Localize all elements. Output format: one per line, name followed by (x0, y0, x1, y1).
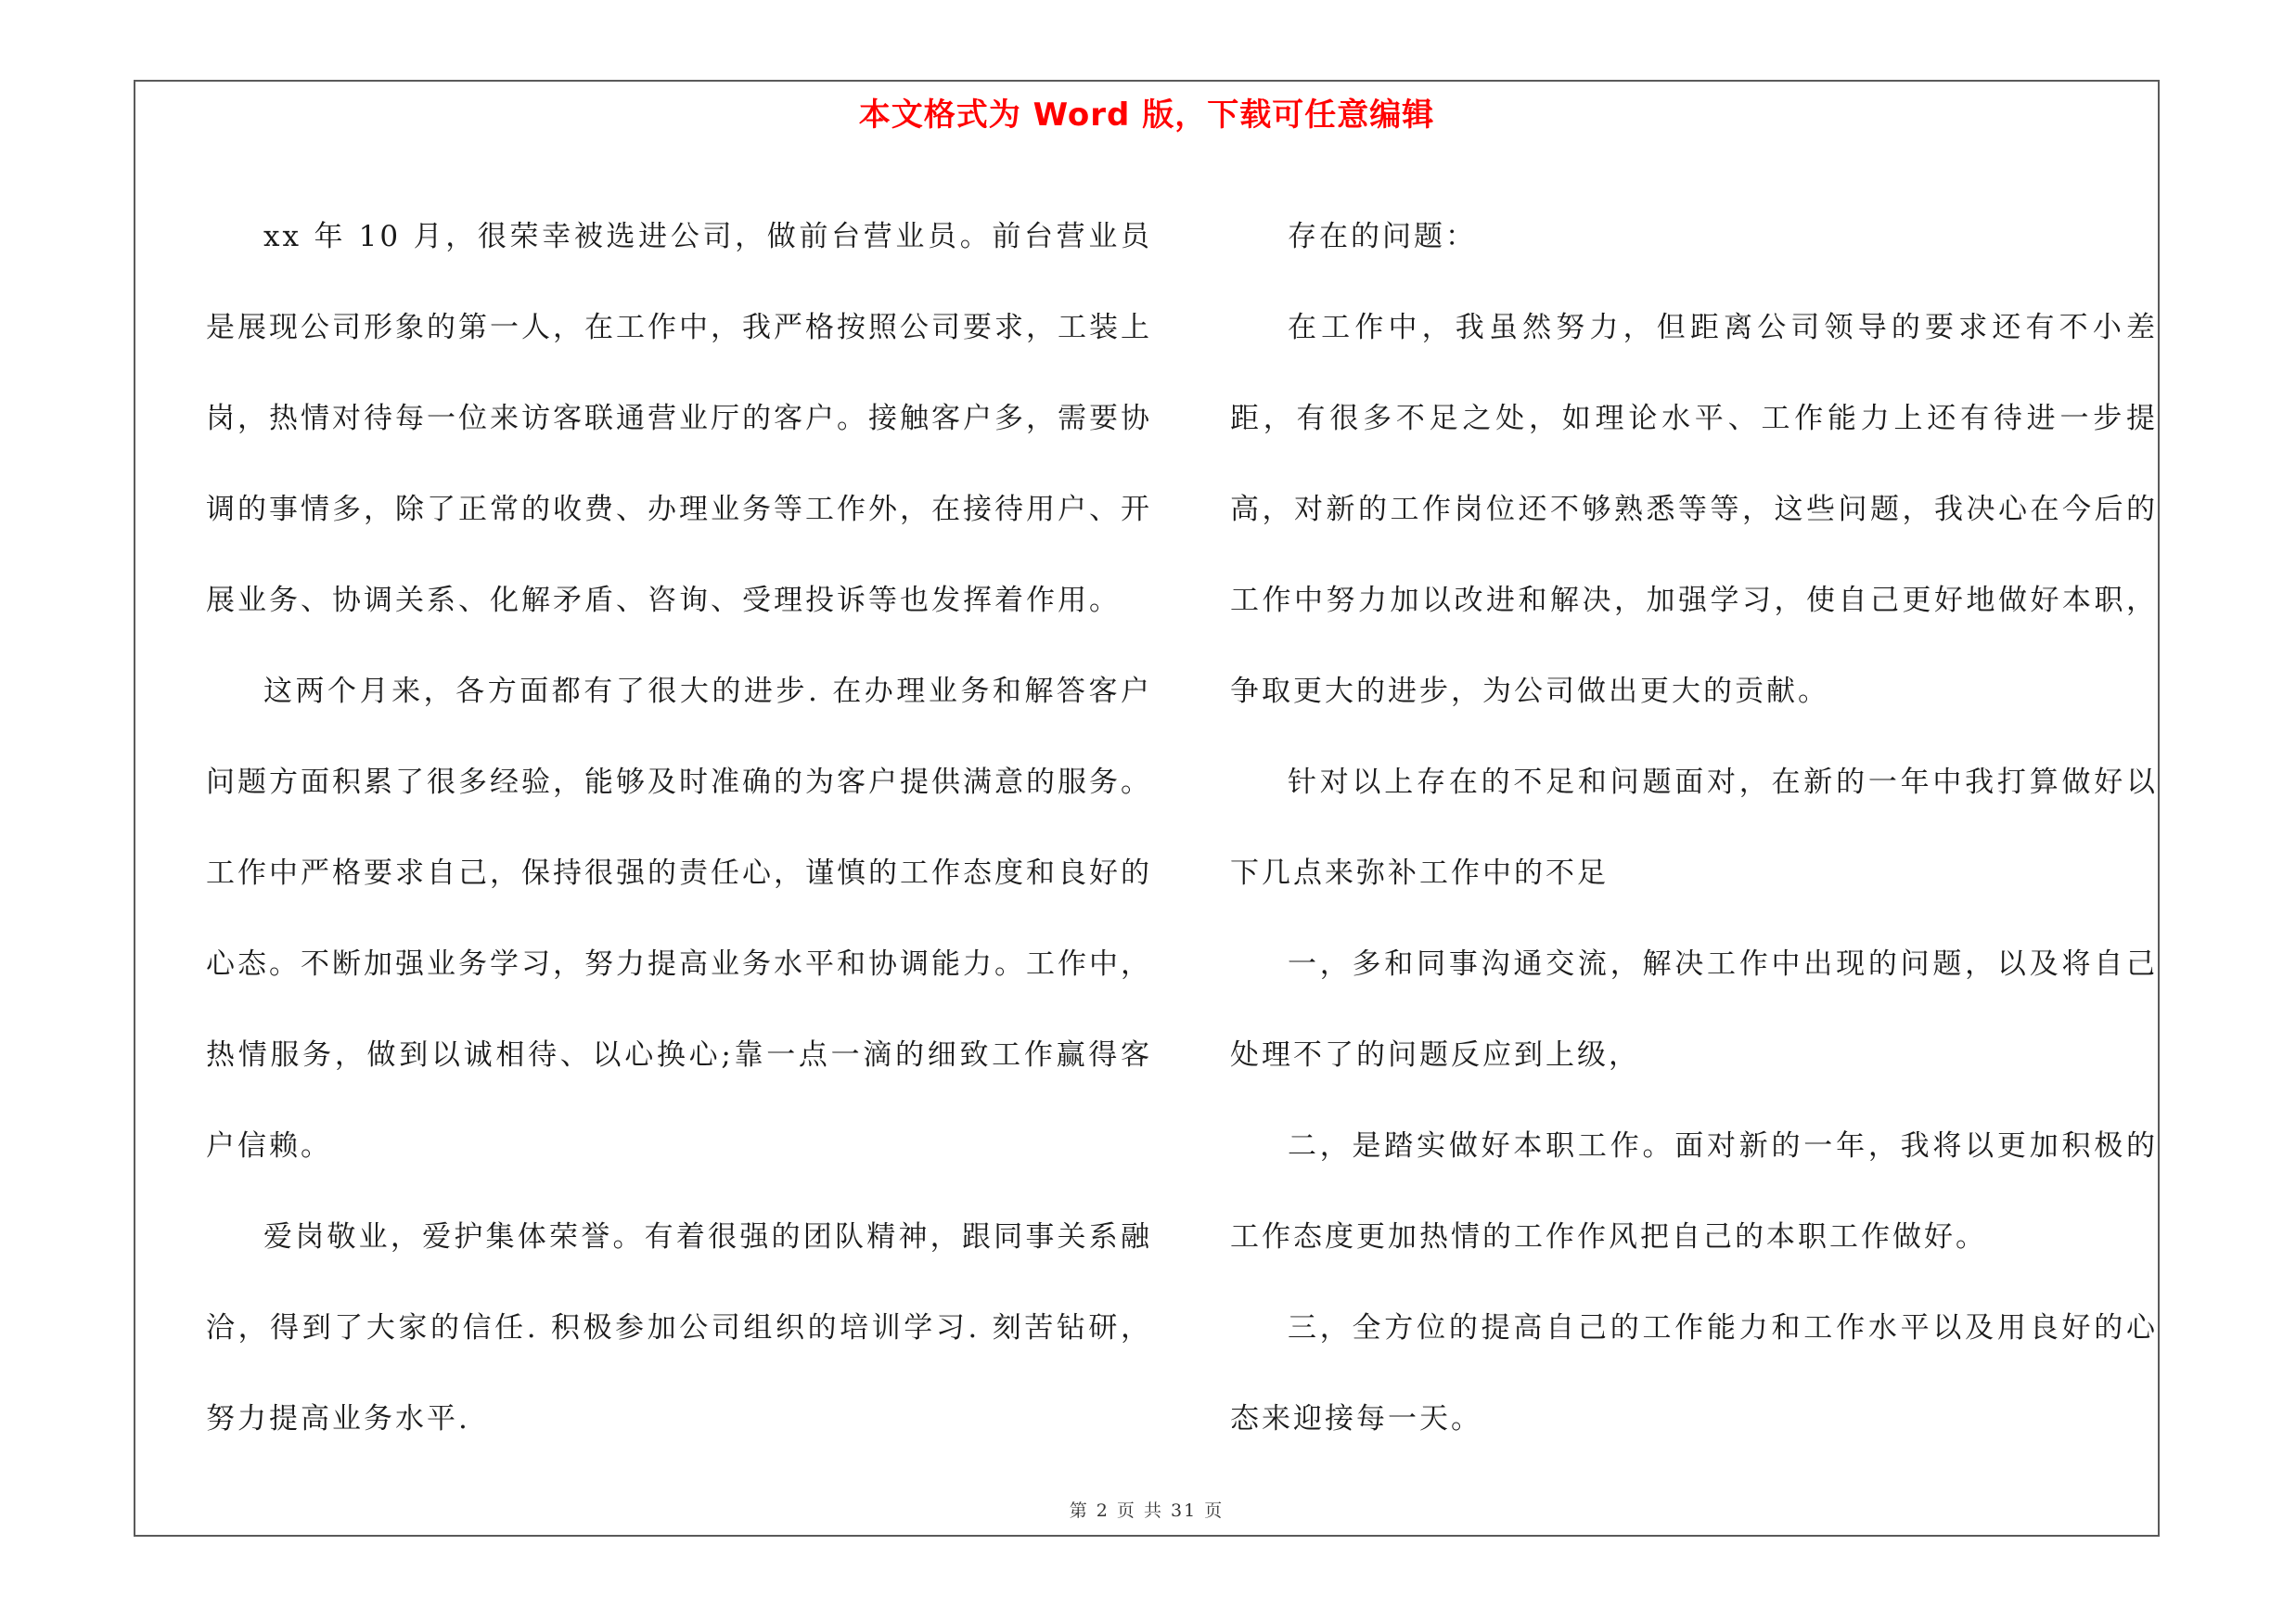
page-number: 第 2 页 共 31 页 (1069, 1501, 1225, 1521)
right-column (1230, 191, 2158, 1464)
paragraph: 爱岗敬业，爱护集体荣誉。有着很强的团队精神，跟同事关系融洽，得到了大家的信任. 积极参加公司组织的培训学习. 刻苦钻研，努力提高业务水平. (206, 1220, 1152, 1436)
paragraph: 在工作中，我虽然努力，但距离公司领导的要求还有不小差距，有很多不足之处，如理论水平、工作能力上还有待进一步提高，对新的工作岗位还不够熟悉等等，这些问题，我决心在今后的工作中努力加以改进和解决，加强学习，使自己更好地做好本职，争取更大的进步，为公司做出更大的贡献。 (1230, 311, 2158, 708)
paragraph: 一，多和同事沟通交流，解决工作中出现的问题，以及将自己处理不了的问题反应到上级， (1230, 947, 2158, 1072)
paragraph: xx 年 10 月，很荣幸被选进公司，做前台营业员。前台营业员是展现公司形象的第一人，在工作中，我严格按照公司要求，工装上岗，热情对待每一位来访客联通营业厅的客户。接触客户多，需要协调的事情多，除了正常的收费、办理业务等工作外，在接待用户、开展业务、协调关系、化解矛盾、咨询、受理投诉等也发挥着作用。 (206, 220, 1152, 617)
paragraph: 二，是踏实做好本职工作。面对新的一年，我将以更加积极的工作态度更加热情的工作作风把自己的本职工作做好。 (1230, 1129, 2158, 1254)
paragraph: 三，全方位的提高自己的工作能力和工作水平以及用良好的心态来迎接每一天。 (1230, 1311, 2158, 1436)
word-format-notice: 本文格式为 Word 版，下载可任意编辑 (858, 97, 1435, 134)
paragraph: 这两个月来，各方面都有了很大的进步. 在办理业务和解答客户问题方面积累了很多经验，能够及时准确的为客户提供满意的服务。工作中严格要求自己，保持很强的责任心，谨慎的工作态度和良好的心态。不断加强业务学习，努力提高业务水平和协调能力。工作中，热情服务，做到以诚相待、以心换心;靠一点一滴的细致工作赢得客户信赖。 (206, 675, 1152, 1163)
page-frame (134, 80, 2160, 1537)
paragraph: 存在的问题： (1288, 220, 1477, 253)
left-column (206, 191, 1152, 1464)
paragraph: 针对以上存在的不足和问题面对，在新的一年中我打算做好以下几点来弥补工作中的不足 (1230, 766, 2158, 890)
